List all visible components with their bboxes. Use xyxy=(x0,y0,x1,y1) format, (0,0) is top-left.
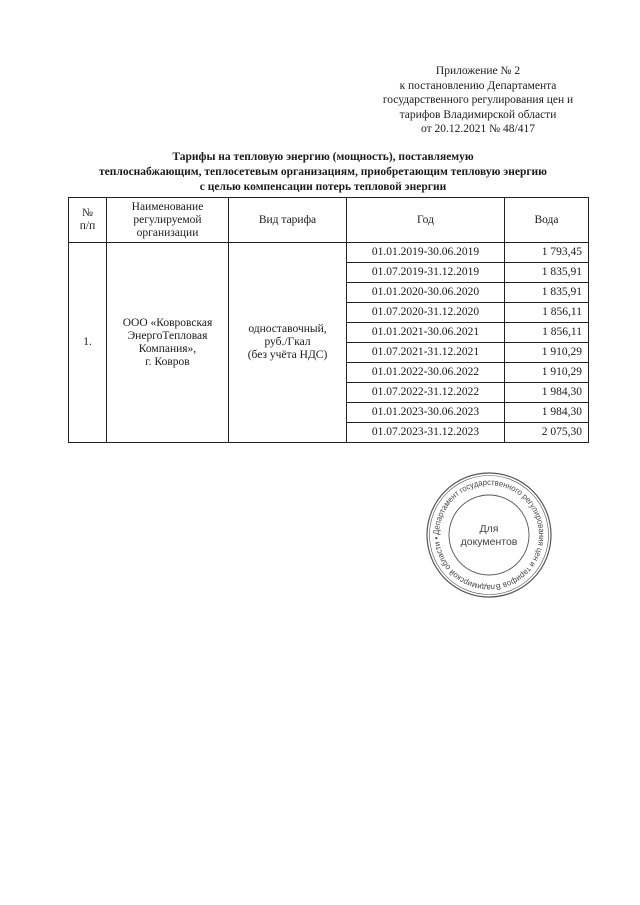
period-cell: 01.07.2021-31.12.2021 xyxy=(347,343,505,363)
period-cell: 01.07.2019-31.12.2019 xyxy=(347,263,505,283)
value-cell: 1 856,11 xyxy=(505,303,589,323)
period-cell: 01.07.2023-31.12.2023 xyxy=(347,423,505,443)
tariff-table xyxy=(68,197,589,443)
period-cell: 01.01.2022-30.06.2022 xyxy=(347,363,505,383)
value-cell: 1 910,29 xyxy=(505,343,589,363)
header-year: Год xyxy=(347,198,505,243)
value-cell: 1 835,91 xyxy=(505,263,589,283)
title-line-2: теплоснабжающим, теплосетевым организациям, приобретающим тепловую энергию xyxy=(99,166,547,178)
period-cell: 01.01.2023-30.06.2023 xyxy=(347,403,505,423)
organization-name: ООО «Ковровская ЭнергоТепловая Компания», г. Ковров xyxy=(107,243,229,443)
table-row xyxy=(69,243,589,263)
appendix-line-2: к постановлению Департамента xyxy=(399,79,557,92)
title-line-1: Тарифы на тепловую энергию (мощность), поставляемую xyxy=(172,151,474,163)
header-water: Вода xyxy=(505,198,589,243)
row-number: 1. xyxy=(69,243,107,443)
period-cell: 01.07.2020-31.12.2020 xyxy=(347,303,505,323)
stamp-center-line-1: Для xyxy=(479,523,499,535)
appendix-date: от 20.12.2021 № 48/417 xyxy=(421,123,535,135)
stamp-ring-text: Департамент государственного регулирования цен и тарифов Владимирской области • xyxy=(431,477,547,593)
period-cell: 01.07.2022-31.12.2022 xyxy=(347,383,505,403)
header-tariff-type: Вид тарифа xyxy=(229,198,347,243)
table-header-row xyxy=(69,198,589,243)
period-cell: 01.01.2021-30.06.2021 xyxy=(347,323,505,343)
stamp-center-line-2: документов xyxy=(460,536,518,548)
period-cell: 01.01.2020-30.06.2020 xyxy=(347,283,505,303)
official-stamp xyxy=(424,470,554,600)
appendix-number: Приложение № 2 xyxy=(435,65,521,77)
header-number: № п/п xyxy=(69,198,107,243)
value-cell: 1 984,30 xyxy=(505,383,589,403)
appendix-header xyxy=(360,64,596,137)
title-line-3: с целью компенсации потерь тепловой энергии xyxy=(199,181,447,193)
value-cell: 1 910,29 xyxy=(505,363,589,383)
value-cell: 1 835,91 xyxy=(505,283,589,303)
value-cell: 1 856,11 xyxy=(505,323,589,343)
value-cell: 1 793,45 xyxy=(505,243,589,263)
tariff-type: одноставочный, руб./Гкал (без учёта НДС) xyxy=(229,243,347,443)
document-title xyxy=(40,150,606,195)
appendix-line-3: государственного регулирования цен и xyxy=(382,94,574,106)
value-cell: 2 075,30 xyxy=(505,423,589,443)
header-organization: Наименование регулируемой организации xyxy=(107,198,229,243)
value-cell: 1 984,30 xyxy=(505,403,589,423)
period-cell: 01.01.2019-30.06.2019 xyxy=(347,243,505,263)
appendix-line-4: тарифов Владимирской области xyxy=(399,108,557,121)
